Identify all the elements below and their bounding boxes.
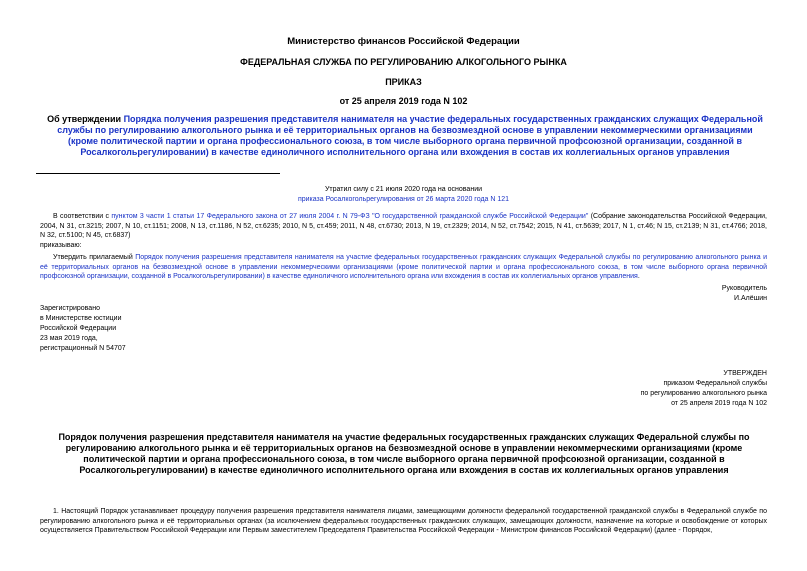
approval-prefix: Об утверждении: [47, 114, 124, 124]
preamble-text-end: (Собрание законодательства Российской Федерации, 2004, N 31, ст.3215; 2007, N 10, ст.1151; 2008, N 13, ст.1186, N 52, ст.6235; 2010, N 5, ст.459; 2011, N 48, ст.6730; 2013, N 19, ст.2329; 2014, N 52, ст.7542; 2015, N 41, ст.5639; 2017, N 1, ст.46; N 15, ст.2139; N 31, ст.4766; 2018, N 32, ст.5100; N 45, ст.6837): [40, 213, 768, 240]
registration-line: регистрационный N 54707: [40, 345, 126, 352]
approved-line: УТВЕРЖДЕН: [723, 370, 767, 377]
ministry-name: Министерство финансов Российской Федерации: [287, 36, 520, 47]
lost-force-order: [0, 196, 807, 203]
approval-heading: [44, 114, 766, 158]
procedure-paragraph-1: 1. Настоящий Порядок устанавливает процедуру получения разрешения представителя нанимателя лицами, замещающими должности федеральной государственной гражданской службы в Федеральной службе по регулированию алкогольного рынка и её территориальных органах (за исключением федеральных государственных гражданских служащих, замещающих должности, назначение на которые и освобождение от которых осуществляется Правительством Российской Федерации или Первым заместителем Председателя Правительства Российской Федерации - Министром финансов Российской Федерации) (далее - Порядок,: [40, 508, 767, 535]
approve-text-start: Утвердить прилагаемый: [53, 254, 136, 261]
signatory-name: И.Алёшин: [733, 295, 767, 302]
preamble-text-start: В соответствии с: [53, 213, 112, 220]
approve-paragraph: [40, 253, 767, 282]
lost-force-order-link[interactable]: приказа Росалкогольрегулирования от 26 марта 2020 года N 121: [297, 196, 510, 203]
document-type: ПРИКАЗ: [385, 77, 422, 87]
lost-force-note: Утратил силу с 21 июля 2020 года на основании: [324, 186, 483, 193]
registration-line: Российской Федерации: [40, 325, 117, 332]
approval-procedure-link[interactable]: Порядка получения разрешения представителя нанимателя на участие федеральных государственных гражданских служащих Федеральной службы по регулированию алкогольного рынка и её территориальных органов на безвозмездной основе в управлении некоммерческими организациями (кроме политической партии и органа профессионального союза, в том числе выборного органа первичной профсоюзной организации, созданной в Росалкогольрегулировании) в качестве единоличного исполнительного органа или вхождения в состав их коллегиальных органов управления: [57, 114, 763, 157]
registration-line: Зарегистрировано: [40, 305, 100, 312]
approved-line: приказом Федеральной службы: [663, 380, 767, 387]
decree-word: приказываю:: [40, 242, 82, 249]
service-name: ФЕДЕРАЛЬНАЯ СЛУЖБА ПО РЕГУЛИРОВАНИЮ АЛКОГОЛЬНОГО РЫНКА: [240, 57, 567, 67]
approve-text-end: .: [637, 273, 640, 281]
registration-line: 23 мая 2019 года,: [40, 335, 98, 342]
preamble-paragraph: [40, 212, 767, 241]
approved-line: от 25 апреля 2019 года N 102: [671, 400, 767, 407]
procedure-title: Порядок получения разрешения представителя нанимателя на участие федеральных государственных гражданских служащих Федеральной службы по регулированию алкогольного рынка и её территориальных органов на безвозмездной основе в управлении некоммерческими организациями (кроме политической партии и органа профессионального союза, в том числе выборного органа первичной профсоюзной организации, созданной в Росалкогольрегулировании) в качестве единоличного исполнительного органа или вхождения в состав их коллегиальных органов управления: [58, 432, 750, 475]
procedure-link[interactable]: Порядок получения разрешения представителя нанимателя на участие федеральных государственных гражданских служащих Федеральной службы по регулированию алкогольного рынка и её территориальных органов на безвозмездной основе в управлении некоммерческими организациями (кроме политической партии и органа профессионального союза, в том числе выборного органа первичной профсоюзной организации, созданной в Росалкогольрегулировании) в качестве единоличного исполнительного органа или вхождения в состав их коллегиальных органов управления: [40, 254, 768, 281]
approved-line: по регулированию алкогольного рынка: [640, 390, 767, 397]
federal-law-link[interactable]: пунктом 3 части 1 статьи 17 Федерального закона от 27 июля 2004 г. N 79-ФЗ "О государственной гражданской службе Российской Федерации": [111, 213, 589, 220]
registration-line: в Министерстве юстиции: [40, 315, 122, 322]
signatory-role: Руководитель: [721, 285, 767, 292]
document-date: от 25 апреля 2019 года N 102: [339, 96, 468, 106]
separator-rule: [36, 173, 280, 174]
